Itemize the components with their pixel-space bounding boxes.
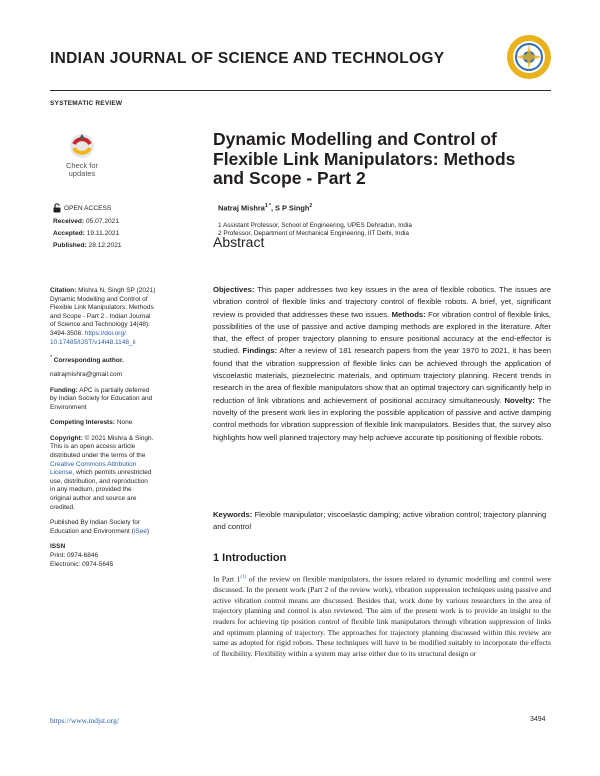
- doi-link[interactable]: https://doi.org/: [84, 329, 126, 337]
- copyright: [50, 435, 190, 512]
- publisher-close: ): [146, 527, 150, 535]
- funding: [50, 387, 190, 413]
- copyright-line: credited.: [50, 503, 75, 511]
- issn-block: [50, 543, 190, 569]
- corresponding-label: Corresponding author.: [53, 357, 124, 365]
- cc-license-link-continued[interactable]: License: [50, 469, 73, 477]
- copyright-line: use, distribution, and reproduction: [50, 477, 148, 485]
- published-date: [53, 242, 122, 249]
- copyright-line: original author and source are: [50, 495, 137, 503]
- citation-line: Mishra N, Singh SP (2021): [78, 287, 156, 294]
- received-value: 05.07.2021: [86, 218, 120, 225]
- title-line-2: Flexible Link Manipulators: Methods: [213, 148, 516, 169]
- journal-seal-logo: [506, 34, 552, 80]
- accepted-label: Accepted:: [53, 230, 85, 237]
- badge-line1: Check for: [65, 161, 99, 170]
- novelty-label: Novelty:: [504, 395, 535, 405]
- funding-line: Environment: [50, 403, 87, 411]
- published-value: 28.12.2021: [88, 242, 122, 249]
- competing-interests: [50, 419, 190, 428]
- cc-license-link[interactable]: Creative Commons Attribution: [50, 460, 137, 468]
- issn-label: ISSN: [50, 543, 66, 551]
- print-issn: Print: 0974-6846: [50, 552, 99, 559]
- open-lock-icon: [53, 203, 61, 213]
- introduction-body: [213, 573, 551, 659]
- objectives-text: This paper addresses two key issues in the area of flexible robotics. The issues are vibration control of flexible links and trajectory control of flexible robots. A brief, yet, significant review is provided that addresses these two issues.: [213, 285, 551, 319]
- header-rule: [50, 90, 551, 91]
- reference-link[interactable]: (1): [240, 575, 247, 580]
- electronic-issn: Electronic: 0974-5645: [50, 560, 114, 568]
- affiliation-2: 2 Professor, Department of Mechanical Engineering, IIT Delhi, India: [218, 230, 409, 237]
- publisher-line: Education and Environment (: [50, 527, 134, 535]
- funding-line: by Indian Society for Education and: [50, 395, 153, 403]
- copyright-line: distributed under the terms of the: [50, 452, 146, 460]
- title-line-3: and Scope - Part 2: [213, 168, 366, 188]
- citation-line: Dynamic Modelling and Control of: [50, 295, 148, 303]
- copyright-label: Copyright:: [50, 434, 83, 442]
- authors: [218, 203, 312, 212]
- intro-text-start: In Part 1: [213, 574, 241, 584]
- publisher-line: Published By Indian Society for: [50, 519, 140, 527]
- sidebar: [50, 287, 190, 576]
- isee-link[interactable]: iSee: [133, 527, 147, 535]
- keywords-label: Keywords:: [213, 510, 253, 519]
- competing-value: None: [116, 419, 133, 427]
- abstract-heading: Abstract: [213, 234, 265, 250]
- abstract-body: [213, 284, 551, 444]
- footer-url-link[interactable]: https://www.indjst.org/: [50, 716, 119, 725]
- objectives-label: Objectives:: [213, 285, 255, 294]
- publisher: [50, 519, 190, 536]
- affiliation-1: 1 Assistant Professor, School of Engineering, UPES Dehradun, India: [218, 222, 412, 229]
- author-1-sup: 1 *: [264, 203, 271, 209]
- funding-line: APC is partially deferred: [79, 386, 150, 394]
- check-for-updates-badge[interactable]: [58, 130, 106, 178]
- citation-line: Flexible Link Manipulators: Methods: [50, 304, 154, 312]
- author-2-sup: 2: [309, 203, 313, 209]
- introduction-heading: 1 Introduction: [213, 552, 287, 564]
- page-number: 3494: [530, 716, 546, 723]
- findings-text: After a review of 181 research papers from the year 1970 to 2021, it has been found that the vibration suppression of flexible links can be achieved through the application of viscoelastic materials, piezoelectric materials, and optimum trajectory planning. Recent trends in research in the area of flexible manipulators show that an optimal trajectory can significantly help in reduction of link vibrations and achievement of positional accuracy simultaneously.: [213, 346, 552, 405]
- accepted-date: [53, 230, 119, 237]
- open-access-label: [53, 203, 111, 213]
- journal-title: INDIAN JOURNAL OF SCIENCE AND TECHNOLOGY: [50, 50, 445, 67]
- published-label: Published:: [53, 242, 87, 249]
- title-line-1: Dynamic Modelling and Control of: [213, 129, 497, 149]
- keywords-text: Flexible manipulator; viscoelastic damping; active vibration control; trajectory planning and control: [213, 510, 547, 532]
- badge-line2: updates: [68, 169, 96, 178]
- copyright-line: in any medium, provided the: [50, 486, 132, 494]
- corresponding-email[interactable]: natrajmishra@gmail.com: [50, 370, 122, 378]
- copyright-line: , which permits unrestricted: [72, 469, 152, 477]
- doi-link-continued[interactable]: 10.17485/IJST/v14i48.1148_ii: [50, 338, 136, 346]
- received-label: Received:: [53, 218, 85, 225]
- author-2: , S P Singh: [270, 203, 310, 213]
- funding-label: Funding:: [50, 386, 78, 394]
- citation-pages: 3494-3508.: [50, 329, 85, 337]
- received-date: [53, 218, 119, 225]
- open-access-text: OPEN ACCESS: [64, 204, 112, 212]
- keywords: [213, 509, 551, 533]
- citation-line: and Scope - Part 2 . Indian Journal: [50, 312, 151, 320]
- citation-line: of Science and Technology 14(48):: [50, 321, 150, 329]
- section-label: SYSTEMATIC REVIEW: [50, 100, 123, 107]
- competing-label: Competing Interests:: [50, 419, 116, 427]
- paper-title: [213, 130, 543, 189]
- intro-text: of the review on flexible manipulators, the issues related to dynamic modelling and control were discussed. In the present work (Part 2 of the review work), vibration suppression techniques using passive and active vibration control means are discussed. Besides that, work done by various researchers in the area of trajectory planning and control is also reviewed. The aim of the present work is to provide an insight to the readers for achieving tip position control of flexible link manipulators through vibration suppression of links and optimum planning of trajectory. The approaches for trajectory planning discussed within this review are same as adopted for rigid robots. These techniques will have to be modified suitably to incorporate the effects of flexibility. Flexibility within a system may arise either due to its structural design or: [213, 574, 551, 658]
- copyright-line: © 2021 Mishra & Singh.: [84, 434, 154, 442]
- accepted-value: 19.11.2021: [86, 230, 120, 237]
- findings-label: Findings:: [242, 346, 278, 356]
- citation-label: Citation:: [50, 287, 77, 294]
- novelty-text: The novelty of the present work lies in exploring the possible application of passive and active damping control methods for vibration suppression of flexible link manipulators. Besides that, the survey also highlights how well planned trajectory may help achieve accurate tip positioning of flexible robots.: [213, 395, 551, 442]
- copyright-line: This is an open access article: [50, 443, 136, 451]
- methods-text: For vibration control of flexible links, possibilities of the use of passive and active damping methods are explored in the literature. After that, the effect of proper trajectory planning to ensure positional accuracy at the end-effector is studied.: [213, 309, 551, 356]
- methods-label: Methods:: [391, 309, 426, 319]
- author-1: Natraj Mishra: [218, 203, 265, 213]
- corresponding-author: * Corresponding author. natrajmishra@gmail.com: [50, 355, 124, 378]
- citation: [50, 287, 190, 347]
